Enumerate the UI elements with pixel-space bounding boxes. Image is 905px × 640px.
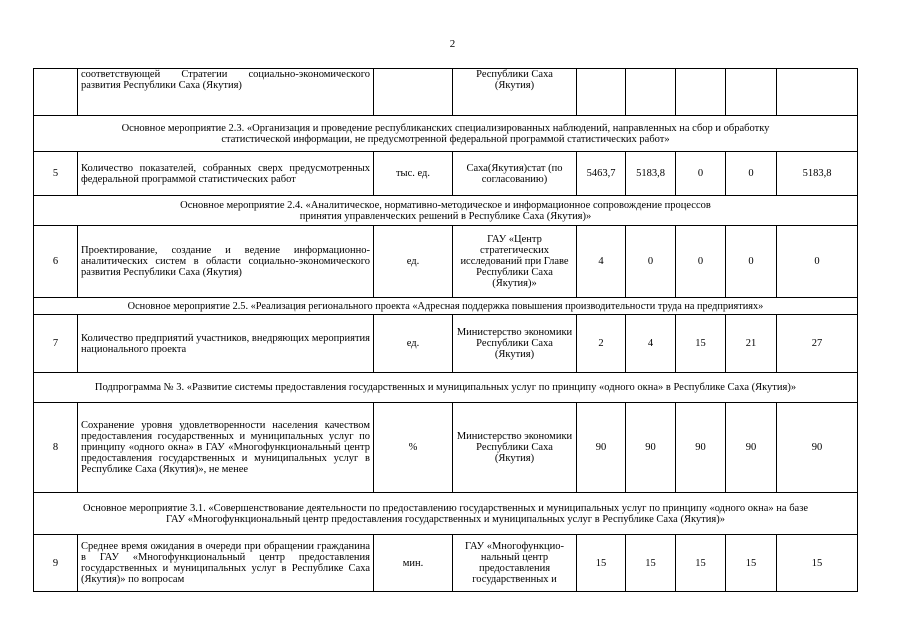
indicator-name: Количество предприятий участников, внедряющих мероприятия национального проекта [78,315,374,373]
value-cell: 5183,8 [626,152,676,196]
unit-of-measure: мин. [374,535,453,592]
section-heading [34,373,858,403]
value-cell: 15 [676,535,726,592]
value-cell: 21 [726,315,777,373]
section-row [34,373,858,403]
section-heading-text: Основное мероприятие 3.1. «Совершенствование деятельности по предоставлению государственных и муниципальных услуг по принципу «одного окна» на базе ГАУ «Многофункциональный центр предоставления государственных и муниципальных услуг в Республике Саха (Якутия)» [82,502,809,525]
section-heading: Основное мероприятие 2.5. «Реализация регионального проекта «Адресная поддержка повышения производительности труда на предприятиях» [34,298,858,315]
value-cell: 0 [777,226,858,298]
value-cell: 90 [626,403,676,493]
value-cell: 4 [626,315,676,373]
value-cell [777,69,858,116]
indicator-name: Сохранение уровня удовлетворенности населения качеством предоставления государственных и муниципальных услуг по принципу «одного окна» в ГАУ «Многофункциональный центр предоставления государственных и муниципальных услуг в Республике Саха (Якутия)», не менее [78,403,374,493]
value-cell [726,69,777,116]
row-number: 7 [34,315,78,373]
unit-of-measure: ед. [374,226,453,298]
section-heading [34,493,858,535]
section-row [34,298,858,315]
unit-of-measure [374,69,453,116]
indicator-name: Количество показателей, собранных сверх предусмотренных федеральной программой статистических работ [78,152,374,196]
indicator-name: Среднее время ожидания в очереди при обращении гражданина в ГАУ «Многофункциональный центр предоставления государственных и муниципальных услуг в Республике Саха (Якутия)» по вопросам [78,535,374,592]
value-cell: 2 [577,315,626,373]
row-number: 9 [34,535,78,592]
section-heading [34,196,858,226]
section-row [34,196,858,226]
value-cell: 4 [577,226,626,298]
responsible-executor: Министерство экономики Республики Саха (Якутия) [453,315,577,373]
table-row [34,226,858,298]
responsible-executor: Саха(Якутия)стат (по согласованию) [453,152,577,196]
value-cell: 15 [676,315,726,373]
table-row [34,152,858,196]
value-cell: 90 [726,403,777,493]
section-row [34,116,858,152]
responsible-executor: ГАУ «Многофункцио-нальный центр предоставления государственных и [453,535,577,592]
value-cell: 90 [676,403,726,493]
value-cell: 0 [726,226,777,298]
value-cell: 5463,7 [577,152,626,196]
indicator-name: соответствующей Стратегии социально-экономического развития Республики Саха (Якутия) [78,69,374,116]
responsible-executor: Министерство экономики Республики Саха (Якутия) [453,403,577,493]
unit-of-measure: тыс. ед. [374,152,453,196]
row-number: 8 [34,403,78,493]
responsible-executor: Республики Саха (Якутия) [453,69,577,116]
value-cell: 15 [726,535,777,592]
row-number [34,69,78,116]
value-cell: 15 [777,535,858,592]
table-row [34,69,858,116]
value-cell: 27 [777,315,858,373]
value-cell: 0 [626,226,676,298]
value-cell: 90 [777,403,858,493]
section-heading [34,116,858,152]
table-row [34,403,858,493]
section-heading-text: Подпрограмма № 3. «Развитие системы предоставления государственных и муниципальных услуг по принципу «одного окна» в Республике Саха (Якутия)» [94,382,797,393]
value-cell [577,69,626,116]
section-row [34,493,858,535]
row-number: 5 [34,152,78,196]
unit-of-measure: % [374,403,453,493]
value-cell [676,69,726,116]
responsible-executor: ГАУ «Центр стратегических исследований при Главе Республики Саха (Якутия)» [453,226,577,298]
section-heading-text: Основное мероприятие 2.4. «Аналитическое, нормативно-методическое и информационное сопровождение процессов принятия управленческих решений в Республике Саха (Якутия)» [180,199,711,222]
value-cell: 0 [676,152,726,196]
value-cell: 15 [577,535,626,592]
value-cell: 0 [676,226,726,298]
row-number: 6 [34,226,78,298]
table-row [34,535,858,592]
page-number: 2 [449,38,456,50]
indicator-name: Проектирование, создание и ведение информационно-аналитических систем в области социально-экономического развития Республики Саха (Якутия) [78,226,374,298]
section-heading-text: Основное мероприятие 2.3. «Организация и проведение республиканских специализированных наблюдений, направленных на сбор и обработку статистической информации, не предусмотренной федеральной программой статистических работ» [121,122,770,145]
indicators-table [33,68,858,592]
value-cell: 5183,8 [777,152,858,196]
unit-of-measure: ед. [374,315,453,373]
value-cell: 90 [577,403,626,493]
value-cell: 15 [626,535,676,592]
table-row [34,315,858,373]
value-cell [626,69,676,116]
value-cell: 0 [726,152,777,196]
